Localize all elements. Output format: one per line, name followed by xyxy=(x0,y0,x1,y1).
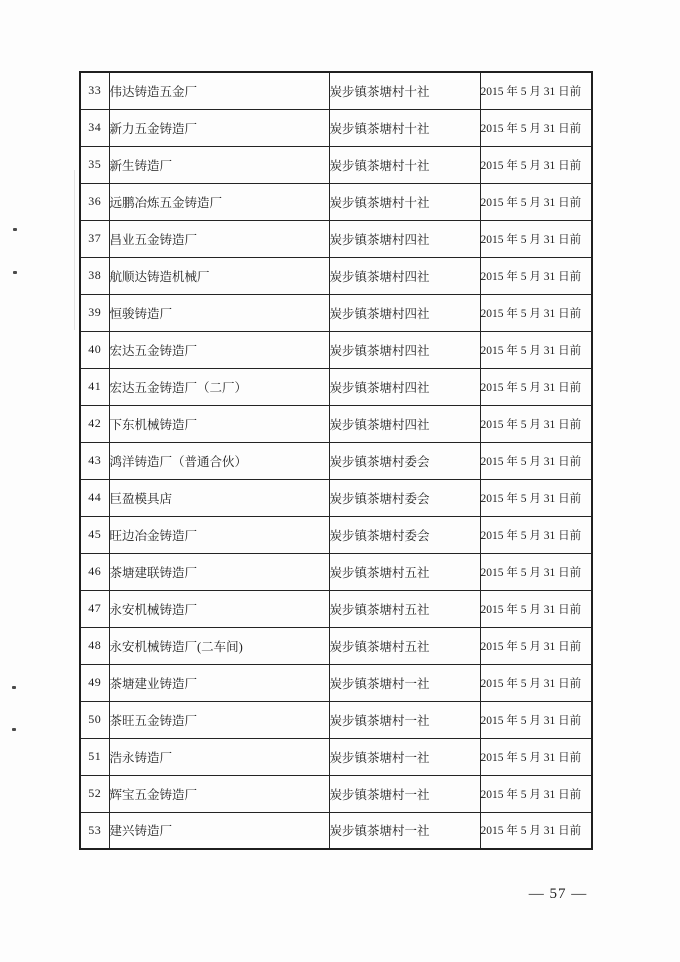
cell-deadline: 2015 年 5 月 31 日前 xyxy=(480,590,592,627)
cell-name: 宏达五金铸造厂 xyxy=(109,331,329,368)
cell-index: 36 xyxy=(80,183,109,220)
cell-deadline: 2015 年 5 月 31 日前 xyxy=(480,257,592,294)
cell-index: 39 xyxy=(80,294,109,331)
cell-location: 炭步镇茶塘村委会 xyxy=(329,479,480,516)
table-row xyxy=(80,220,592,257)
cell-deadline: 2015 年 5 月 31 日前 xyxy=(480,812,592,849)
table-row xyxy=(80,775,592,812)
cell-location: 炭步镇茶塘村一社 xyxy=(329,664,480,701)
scan-artifact-dot xyxy=(13,228,17,231)
cell-index: 51 xyxy=(80,738,109,775)
cell-index: 34 xyxy=(80,109,109,146)
cell-name: 伟达铸造五金厂 xyxy=(109,72,329,109)
cell-index: 33 xyxy=(80,72,109,109)
cell-index: 48 xyxy=(80,627,109,664)
cell-location: 炭步镇茶塘村五社 xyxy=(329,553,480,590)
cell-location: 炭步镇茶塘村一社 xyxy=(329,701,480,738)
cell-index: 42 xyxy=(80,405,109,442)
table-row xyxy=(80,183,592,220)
cell-index: 45 xyxy=(80,516,109,553)
cell-deadline: 2015 年 5 月 31 日前 xyxy=(480,553,592,590)
table-row xyxy=(80,405,592,442)
cell-index: 49 xyxy=(80,664,109,701)
table-row xyxy=(80,257,592,294)
cell-name: 昌业五金铸造厂 xyxy=(109,220,329,257)
cell-index: 52 xyxy=(80,775,109,812)
factory-deadline-table xyxy=(79,71,593,850)
table-row xyxy=(80,294,592,331)
cell-index: 50 xyxy=(80,701,109,738)
cell-deadline: 2015 年 5 月 31 日前 xyxy=(480,738,592,775)
cell-index: 53 xyxy=(80,812,109,849)
table-row xyxy=(80,479,592,516)
cell-location: 炭步镇茶塘村五社 xyxy=(329,590,480,627)
cell-deadline: 2015 年 5 月 31 日前 xyxy=(480,183,592,220)
table-row xyxy=(80,553,592,590)
cell-deadline: 2015 年 5 月 31 日前 xyxy=(480,109,592,146)
cell-index: 44 xyxy=(80,479,109,516)
table-row xyxy=(80,664,592,701)
cell-deadline: 2015 年 5 月 31 日前 xyxy=(480,405,592,442)
cell-location: 炭步镇茶塘村四社 xyxy=(329,331,480,368)
cell-location: 炭步镇茶塘村一社 xyxy=(329,775,480,812)
cell-deadline: 2015 年 5 月 31 日前 xyxy=(480,664,592,701)
cell-deadline: 2015 年 5 月 31 日前 xyxy=(480,627,592,664)
cell-deadline: 2015 年 5 月 31 日前 xyxy=(480,479,592,516)
cell-index: 37 xyxy=(80,220,109,257)
cell-index: 38 xyxy=(80,257,109,294)
cell-name: 永安机械铸造厂 xyxy=(109,590,329,627)
cell-name: 下东机械铸造厂 xyxy=(109,405,329,442)
cell-name: 远鹏冶炼五金铸造厂 xyxy=(109,183,329,220)
cell-deadline: 2015 年 5 月 31 日前 xyxy=(480,331,592,368)
cell-deadline: 2015 年 5 月 31 日前 xyxy=(480,220,592,257)
cell-location: 炭步镇茶塘村四社 xyxy=(329,368,480,405)
scan-artifact-dot xyxy=(12,686,16,689)
table-row xyxy=(80,701,592,738)
cell-name: 航顺达铸造机械厂 xyxy=(109,257,329,294)
cell-index: 46 xyxy=(80,553,109,590)
cell-name: 永安机械铸造厂(二车间) xyxy=(109,627,329,664)
cell-name: 茶塘建联铸造厂 xyxy=(109,553,329,590)
cell-location: 炭步镇茶塘村四社 xyxy=(329,220,480,257)
table-row xyxy=(80,331,592,368)
cell-location: 炭步镇茶塘村一社 xyxy=(329,812,480,849)
table-body xyxy=(80,72,592,849)
table-row xyxy=(80,590,592,627)
table-row xyxy=(80,442,592,479)
cell-index: 41 xyxy=(80,368,109,405)
cell-name: 新力五金铸造厂 xyxy=(109,109,329,146)
table-row xyxy=(80,368,592,405)
cell-name: 旺边冶金铸造厂 xyxy=(109,516,329,553)
cell-name: 巨盈模具店 xyxy=(109,479,329,516)
cell-name: 恒骏铸造厂 xyxy=(109,294,329,331)
table-row xyxy=(80,72,592,109)
cell-location: 炭步镇茶塘村委会 xyxy=(329,516,480,553)
cell-index: 35 xyxy=(80,146,109,183)
cell-location: 炭步镇茶塘村十社 xyxy=(329,183,480,220)
table-row xyxy=(80,109,592,146)
cell-name: 茶塘建业铸造厂 xyxy=(109,664,329,701)
cell-name: 辉宝五金铸造厂 xyxy=(109,775,329,812)
cell-deadline: 2015 年 5 月 31 日前 xyxy=(480,442,592,479)
cell-deadline: 2015 年 5 月 31 日前 xyxy=(480,368,592,405)
cell-deadline: 2015 年 5 月 31 日前 xyxy=(480,516,592,553)
table-row xyxy=(80,627,592,664)
table-row xyxy=(80,812,592,849)
cell-location: 炭步镇茶塘村委会 xyxy=(329,442,480,479)
cell-index: 47 xyxy=(80,590,109,627)
table-row xyxy=(80,516,592,553)
table-row xyxy=(80,146,592,183)
scan-artifact-dot xyxy=(13,271,17,274)
cell-location: 炭步镇茶塘村十社 xyxy=(329,146,480,183)
cell-location: 炭步镇茶塘村五社 xyxy=(329,627,480,664)
table-row xyxy=(80,738,592,775)
cell-name: 建兴铸造厂 xyxy=(109,812,329,849)
cell-location: 炭步镇茶塘村十社 xyxy=(329,72,480,109)
cell-deadline: 2015 年 5 月 31 日前 xyxy=(480,775,592,812)
cell-location: 炭步镇茶塘村一社 xyxy=(329,738,480,775)
scan-artifact-dot xyxy=(12,728,16,731)
cell-index: 43 xyxy=(80,442,109,479)
cell-name: 浩永铸造厂 xyxy=(109,738,329,775)
cell-name: 鸿洋铸造厂（普通合伙） xyxy=(109,442,329,479)
scan-paper-edge xyxy=(74,170,75,330)
cell-location: 炭步镇茶塘村十社 xyxy=(329,109,480,146)
cell-location: 炭步镇茶塘村四社 xyxy=(329,294,480,331)
cell-location: 炭步镇茶塘村四社 xyxy=(329,257,480,294)
cell-deadline: 2015 年 5 月 31 日前 xyxy=(480,146,592,183)
cell-deadline: 2015 年 5 月 31 日前 xyxy=(480,294,592,331)
cell-name: 宏达五金铸造厂（二厂） xyxy=(109,368,329,405)
cell-deadline: 2015 年 5 月 31 日前 xyxy=(480,701,592,738)
page-number: — 57 — xyxy=(528,886,588,902)
cell-location: 炭步镇茶塘村四社 xyxy=(329,405,480,442)
cell-index: 40 xyxy=(80,331,109,368)
cell-deadline: 2015 年 5 月 31 日前 xyxy=(480,72,592,109)
cell-name: 茶旺五金铸造厂 xyxy=(109,701,329,738)
cell-name: 新生铸造厂 xyxy=(109,146,329,183)
